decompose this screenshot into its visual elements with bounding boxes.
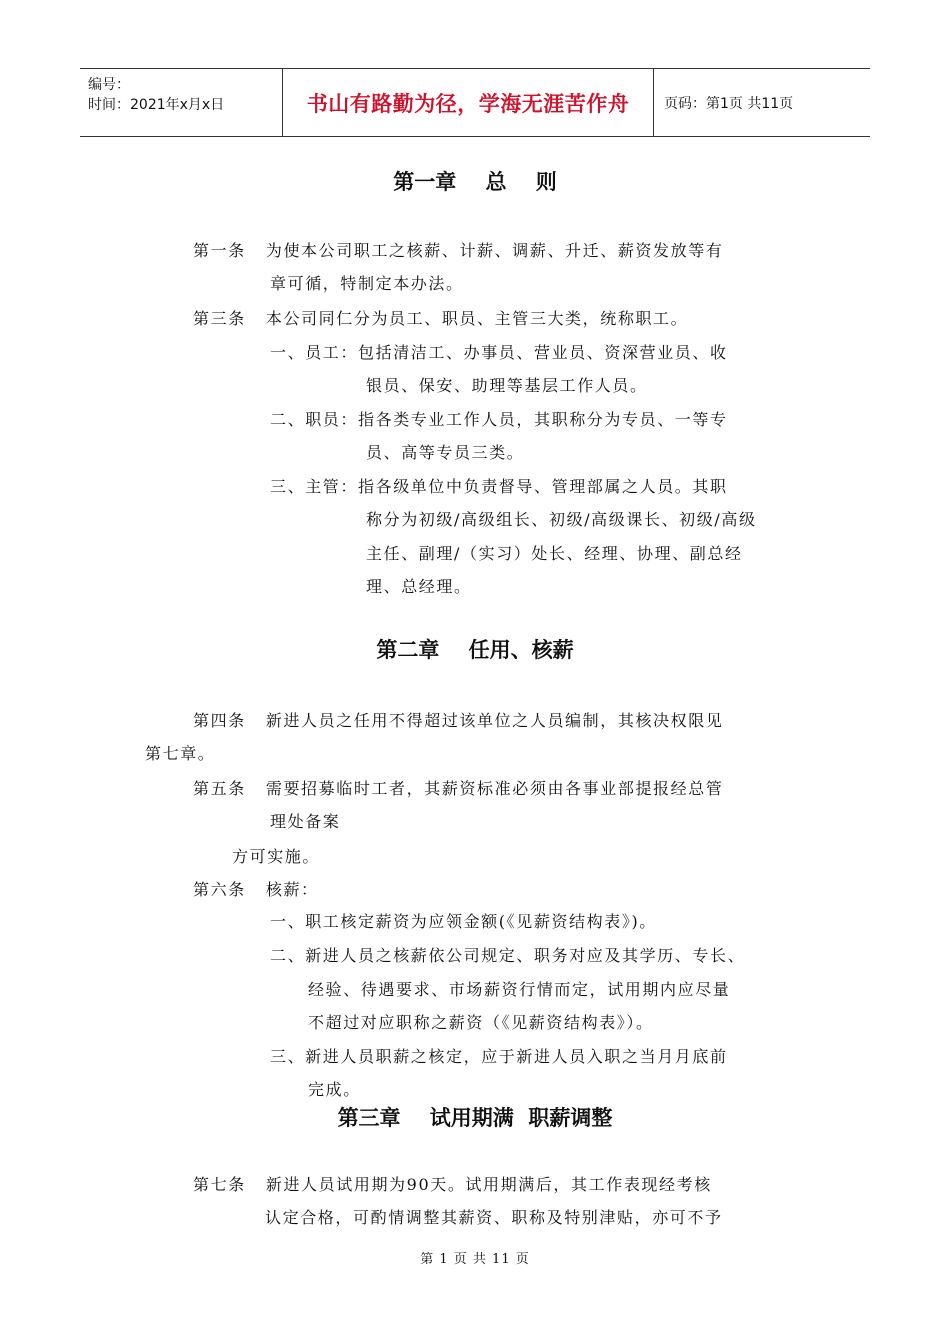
article-5-line-3: 方可实施。 bbox=[232, 847, 321, 866]
article-3-item-3-line-3: 主任、副理/（实习）处长、经理、协理、副总经 bbox=[366, 544, 743, 563]
article-6-item-2-line-3: 不超过对应职称之薪资（《见薪资结构表》）。 bbox=[308, 1013, 654, 1032]
article-3-item-1-line-1: 一、员工：包括清洁工、办事员、营业员、资深营业员、收 bbox=[270, 343, 728, 362]
page-header bbox=[80, 68, 870, 137]
article-7-line-1: 第七条 新进人员试用期为90天。试用期满后，其工作表现经考核 bbox=[193, 1175, 712, 1194]
article-3-item-2-line-2: 员、高等专员三类。 bbox=[366, 443, 525, 462]
article-5-line-2: 理处备案 bbox=[270, 812, 341, 831]
article-3-item-3-line-4: 理、总经理。 bbox=[366, 577, 472, 596]
article-6-item-2-line-2: 经验、待遇要求、市场薪资行情而定，试用期内应尽量 bbox=[308, 980, 731, 999]
article-6-line-1: 第六条 核薪： bbox=[193, 880, 319, 899]
article-6-item-3-line-2: 完成。 bbox=[308, 1080, 361, 1099]
chapter-3-title: 第三章 试用期满 职薪调整 bbox=[337, 1106, 613, 1130]
article-7-line-2: 认定合格，可酌情调整其薪资、职称及特别津贴，亦可不予 bbox=[265, 1208, 723, 1227]
article-6-item-1: 一、职工核定薪资为应领金额(《见薪资结构表》)。 bbox=[270, 912, 657, 931]
article-3-item-1-line-2: 银员、保安、助理等基层工作人员。 bbox=[366, 376, 648, 395]
doc-number-label: 编号： bbox=[88, 77, 130, 93]
article-3-line-1: 第三条 本公司同仁分为员工、职员、主管三大类，统称职工。 bbox=[193, 309, 689, 328]
article-6-item-3-line-1: 三、新进人员职薪之核定，应于新进人员入职之当月月底前 bbox=[270, 1047, 728, 1066]
article-4-line-1: 第四条 新进人员之任用不得超过该单位之人员编制，其核决权限见 bbox=[193, 711, 724, 730]
article-6-item-2-line-1: 二、新进人员之核薪依公司规定、职务对应及其学历、专长、 bbox=[270, 946, 746, 965]
header-left bbox=[88, 75, 224, 115]
chapter-1-title: 第一章 总 则 bbox=[393, 170, 557, 194]
page-footer: 第 1 页 共 11 页 bbox=[420, 1252, 530, 1267]
doc-time-label: 时间：2021年x月x日 bbox=[88, 97, 225, 113]
article-3-item-2-line-1: 二、职员：指各类专业工作人员，其职称分为专员、一等专 bbox=[270, 410, 728, 429]
article-1-line-2: 章可循，特制定本办法。 bbox=[270, 274, 464, 293]
article-1-line-1: 第一条 为使本公司职工之核薪、计薪、调薪、升迁、薪资发放等有 bbox=[193, 241, 724, 260]
article-3-item-3-line-1: 三、主管：指各级单位中负责督导、管理部属之人员。其职 bbox=[270, 477, 728, 496]
article-3-item-3-line-2: 称分为初级/高级组长、初级/高级课长、初级/高级 bbox=[366, 510, 757, 529]
chapter-2-title: 第二章 任用、核薪 bbox=[376, 638, 574, 662]
header-motto: 书山有路勤为径，学海无涯苦作舟 bbox=[282, 69, 654, 136]
article-5-line-1: 第五条 需要招募临时工者，其薪资标准必须由各事业部提报经总管 bbox=[193, 779, 724, 798]
header-page-info: 页码：第1页 共11页 bbox=[664, 96, 794, 112]
article-4-line-2: 第七章。 bbox=[145, 744, 216, 763]
